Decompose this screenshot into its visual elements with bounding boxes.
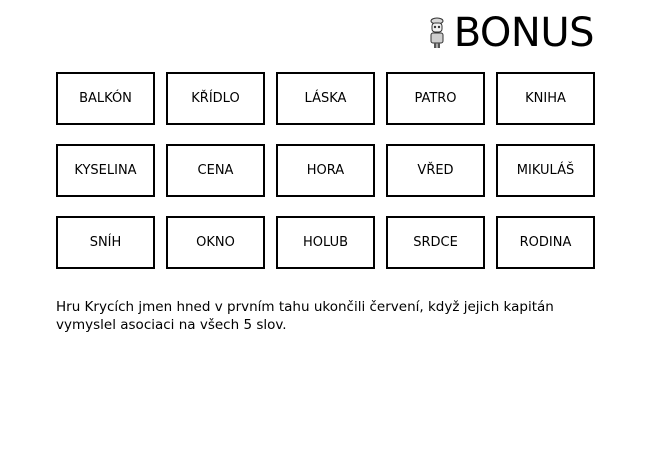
- word-card-grid: [56, 72, 595, 269]
- header: [428, 10, 594, 56]
- word-card[interactable]: HORA: [276, 144, 375, 197]
- word-card[interactable]: RODINA: [496, 216, 595, 269]
- word-card[interactable]: PATRO: [386, 72, 485, 125]
- word-card[interactable]: OKNO: [166, 216, 265, 269]
- page-title: BONUS: [453, 10, 594, 56]
- word-card[interactable]: BALKÓN: [56, 72, 155, 125]
- word-card[interactable]: KYSELINA: [56, 144, 155, 197]
- word-card[interactable]: SRDCE: [386, 216, 485, 269]
- caption-text: Hru Krycích jmen hned v prvním tahu ukončili červení, když jejich kapitán vymyslel asociaci na všech 5 slov.: [56, 298, 554, 333]
- word-card[interactable]: LÁSKA: [276, 72, 375, 125]
- word-card[interactable]: MIKULÁŠ: [496, 144, 595, 197]
- word-card[interactable]: VŘED: [386, 144, 485, 197]
- word-card[interactable]: SNÍH: [56, 216, 155, 269]
- word-card[interactable]: KŘÍDLO: [166, 72, 265, 125]
- robot-mascot-icon: [428, 17, 446, 49]
- word-card[interactable]: CENA: [166, 144, 265, 197]
- word-card[interactable]: HOLUB: [276, 216, 375, 269]
- word-card[interactable]: KNIHA: [496, 72, 595, 125]
